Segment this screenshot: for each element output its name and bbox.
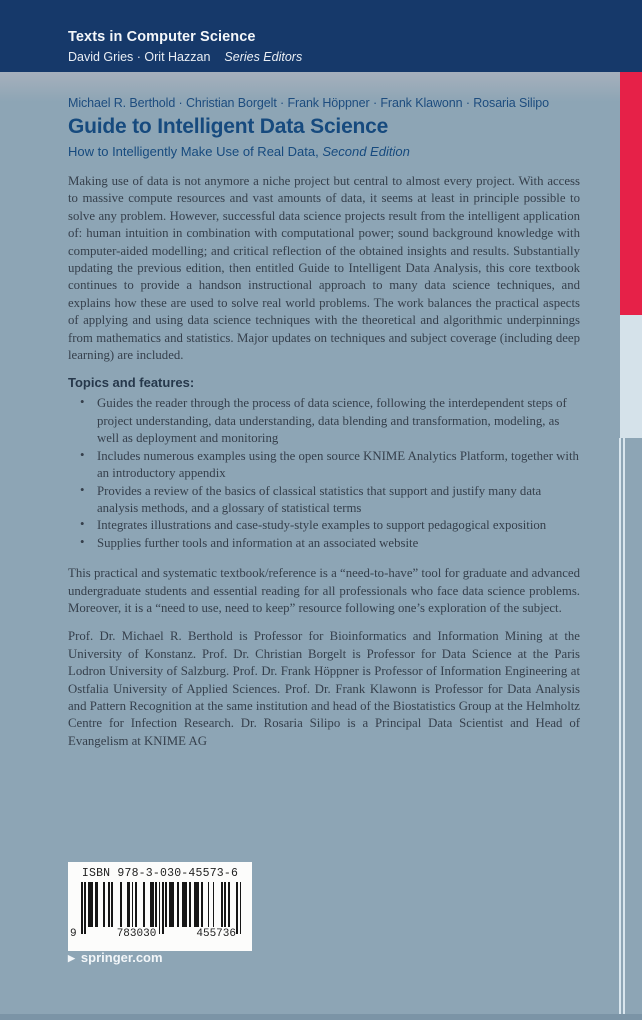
barcode-digit-group: 783030	[116, 928, 157, 940]
topics-list-item: • Supplies further tools and information at an associated website	[80, 535, 580, 552]
topics-list-item: • Provides a review of the basics of classical statistics that support and justify many data analysis methods, and a glossary of statistical terms	[80, 483, 580, 518]
book-title: Guide to Intelligent Data Science	[68, 115, 389, 138]
blurb-paragraph: Making use of data is not anymore a niche project but central to almost every project. With access to massive compute resources and vast amounts of data, it seems at least in principle possible to solve any problem. However, successful data science projects result from the intelligent application of: human intuition in combination with computational power; sound background knowledge with computer-aided modelling; and critical reflection of the obtained insights and results. Substantially updating the previous edition, then entitled Guide to Intelligent Data Analysis, this core textbook continues to provide a handson instructional approach to many data science techniques, and explains how these are used to solve real world problems. The work balances the practical aspects of applying and using data science techniques with the theoretical and algorithmic underpinnings from mathematics and statistics. Major updates on techniques and subject coverage (including deep learning) are included.	[68, 174, 580, 363]
back-cover-text-column	[68, 96, 580, 750]
barcode-digit-group: 455736	[196, 928, 236, 940]
cover-fold-line	[623, 438, 625, 1020]
red-edge-stripe	[620, 72, 642, 315]
barcode-digit-group: 9	[70, 928, 77, 940]
series-header-band	[0, 0, 642, 72]
arrow-icon: ▶	[68, 953, 75, 963]
topics-heading: Topics and features:	[68, 375, 195, 391]
topics-list-item: • Includes numerous examples using the open source KNIME Analytics Platform, together with an introductory appendix	[80, 448, 580, 483]
series-title: Texts in Computer Science	[68, 29, 256, 45]
isbn-number-label: ISBN 978-3-030-45573-6	[81, 867, 239, 880]
cover-fold-line	[619, 438, 621, 1020]
publisher-url: springer.com	[80, 950, 163, 965]
subtitle-text: How to Intelligently Make Use of Real Data,	[68, 144, 319, 159]
publisher-url-line	[68, 950, 163, 965]
book-subtitle	[68, 144, 580, 159]
series-editors-line	[68, 50, 302, 64]
authors-bio-paragraph: Prof. Dr. Michael R. Berthold is Professor for Bioinformatics and Information Mining at the University of Konstanz. Prof. Dr. Christian Borgelt is Professor for Data Science at the Paris Lodron University of Salzburg. Prof. Dr. Frank Höppner is Professor of Information Engineering at Ostfalia University of Applied Sciences. Prof. Dr. Frank Klawonn is Professor for Data Analysis and Pattern Recognition at the same institution and head of the Biostatistics Group at the Helmholtz Centre for Infection Research. Dr. Rosaria Silipo is a Principal Data Scientist and Head of Evangelism at KNIME AG	[68, 629, 580, 748]
bottom-edge-band	[0, 1014, 642, 1020]
topics-list-item: • Guides the reader through the process of data science, following the interdependent steps of project understanding, data understanding, data blending and transformation, modeling, as well as deployment and monitoring	[80, 395, 580, 447]
series-editors-label: Series Editors	[224, 50, 303, 64]
topics-list-item: • Integrates illustrations and case-study-style examples to support pedagogical exposition	[80, 517, 580, 534]
series-editors-names: David Gries · Orit Hazzan	[68, 50, 211, 64]
barcode-bars	[68, 880, 252, 932]
topics-list	[68, 395, 580, 552]
authors-line: Michael R. Berthold · Christian Borgelt · Frank Höppner · Frank Klawonn · Rosaria Silipo	[68, 96, 549, 110]
isbn-barcode-box	[68, 862, 252, 951]
subtitle-edition: Second Edition	[322, 144, 410, 159]
audience-paragraph: This practical and systematic textbook/reference is a “need-to-have” tool for graduate and advanced undergraduate students and essential reading for all professionals who face data science problems. Moreover, it is a “need to use, need to keep” resource following one’s exploration of the subject.	[68, 566, 580, 615]
pale-edge-stripe	[620, 315, 642, 438]
